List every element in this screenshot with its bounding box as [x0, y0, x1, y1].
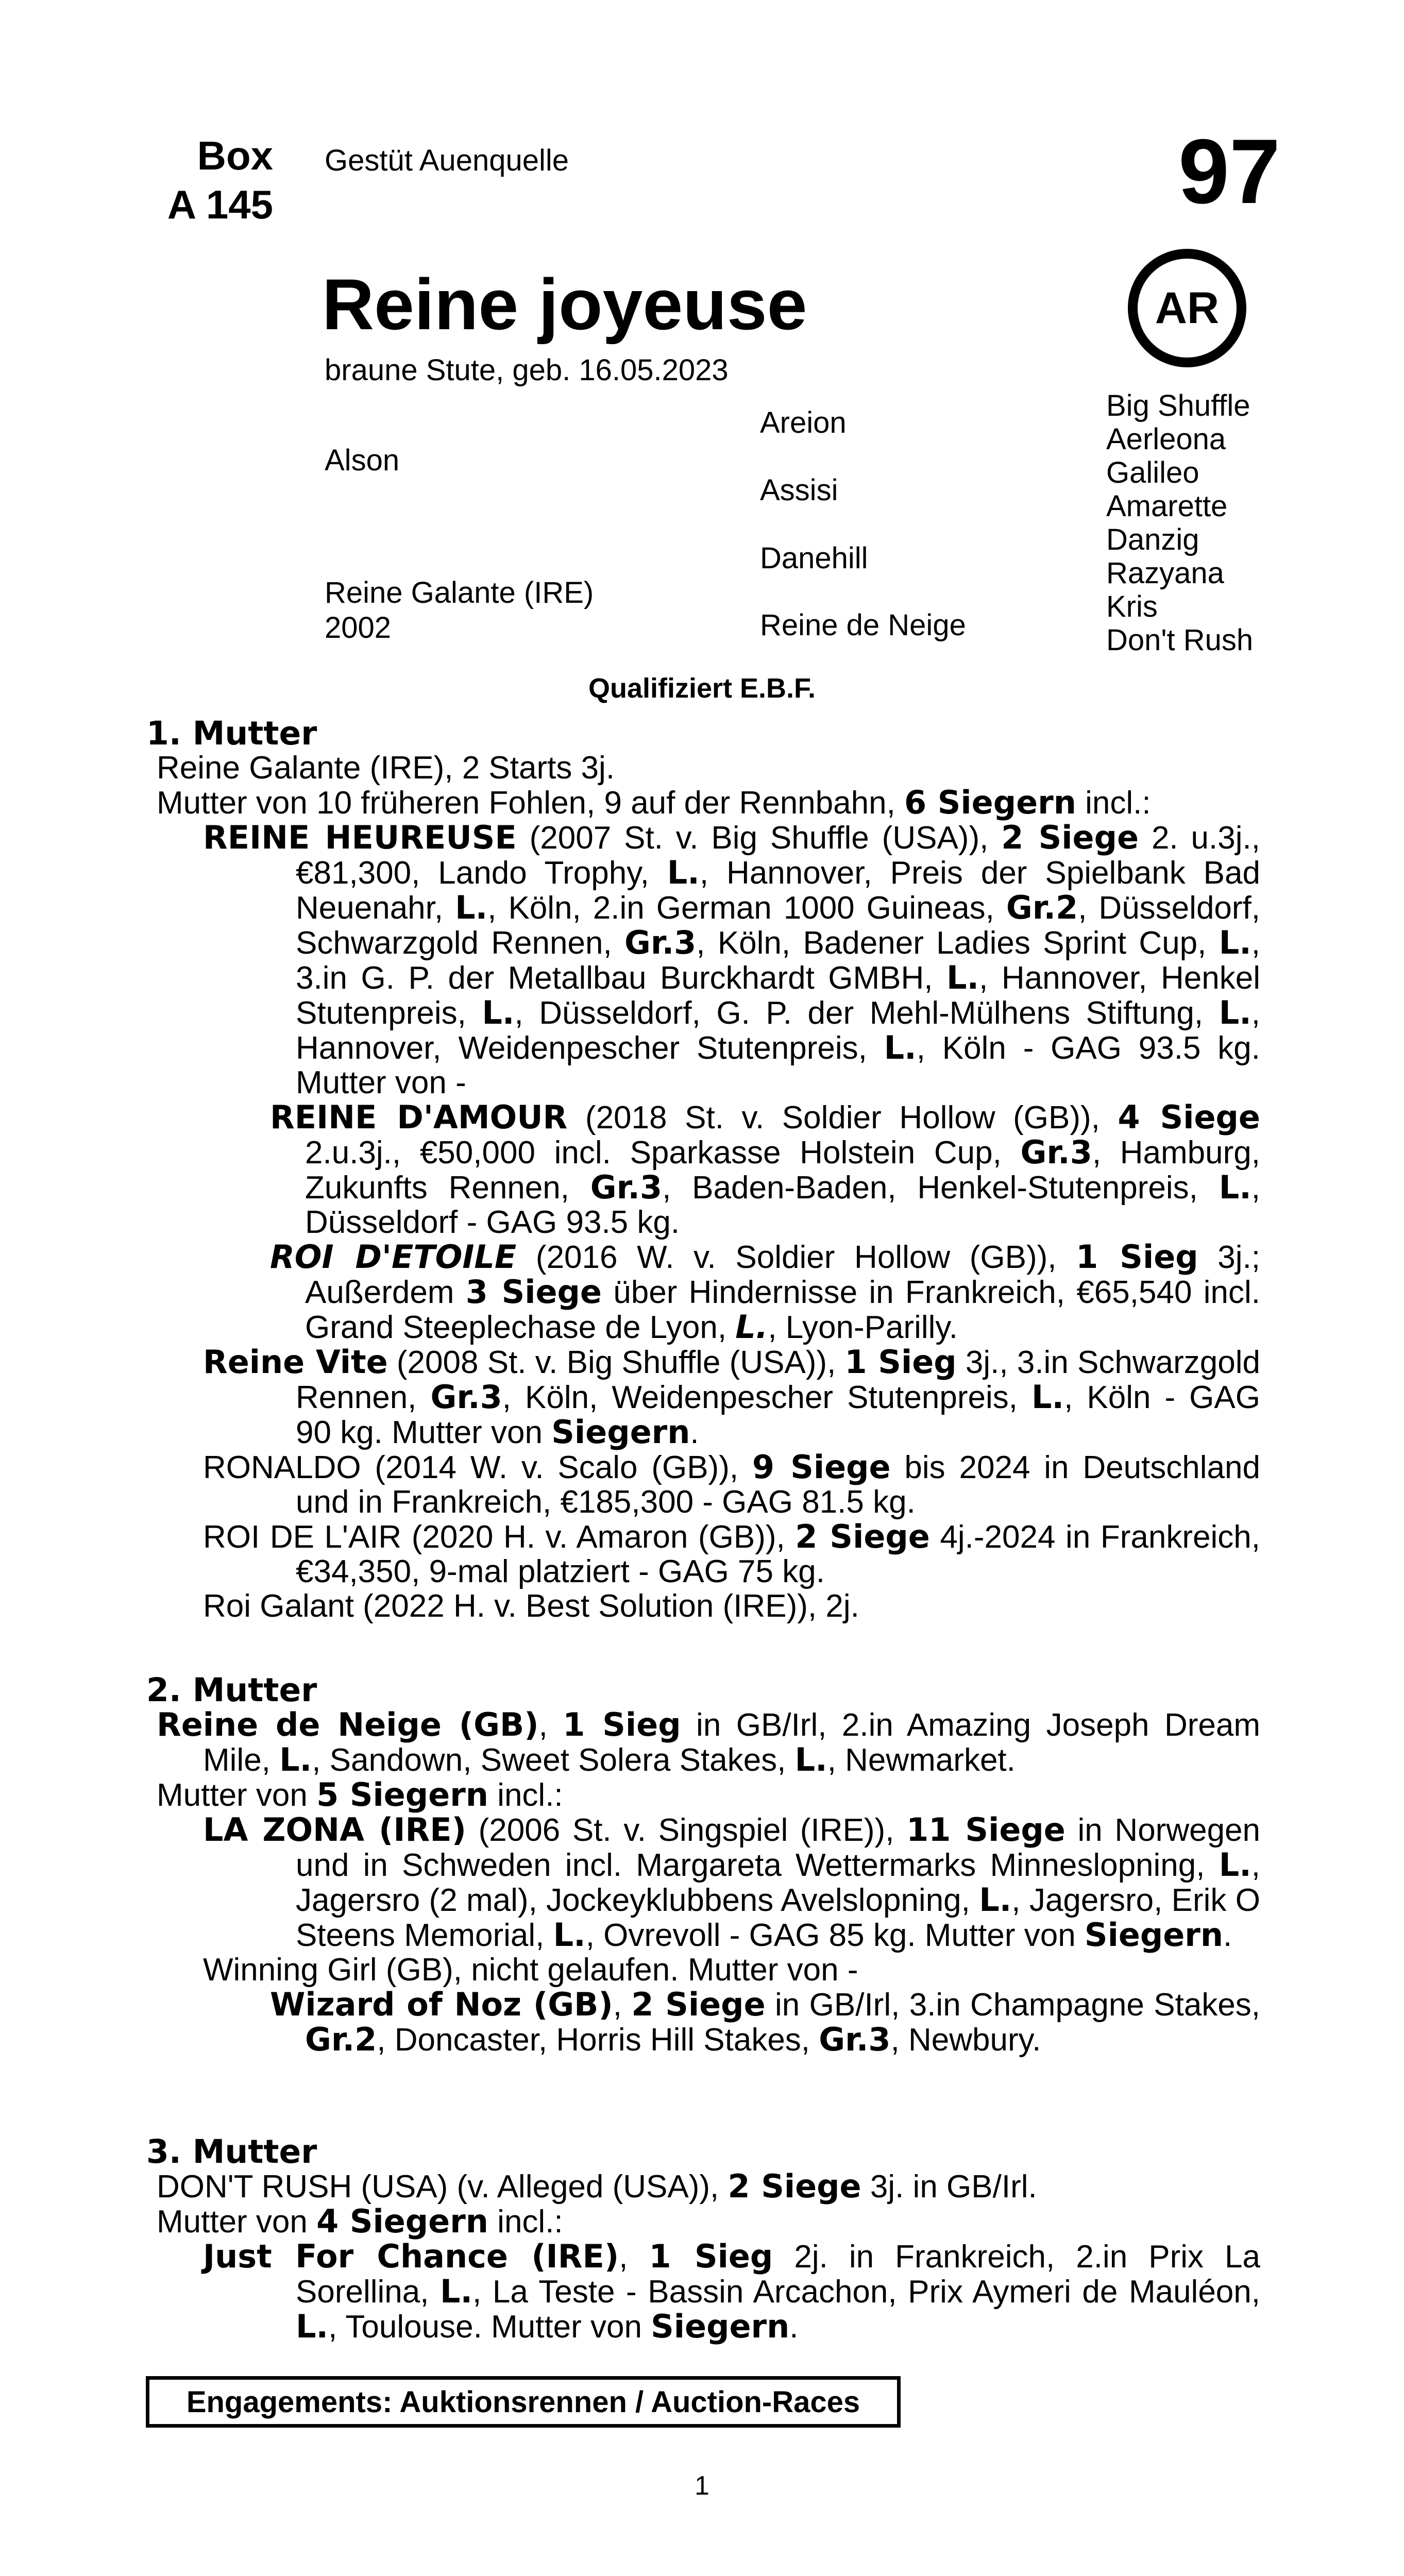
- text: Mutter von 10 früheren Fohlen, 9 auf der Rennbahn,: [157, 785, 905, 821]
- pedigree-dam-name: Reine Galante (IRE): [325, 576, 594, 609]
- pedigree-third-generation: [1106, 389, 1253, 657]
- produce-entry: Winning Girl (GB), nicht gelaufen. Mutter von -: [203, 1952, 858, 1988]
- pedigree-gen3-item: Galileo: [1106, 456, 1199, 489]
- produce-entry: Reine Vite (2008 St. v. Big Shuffle (USA)), 1 Sieg 3j., 3.in Schwarzgold Rennen, Gr.3, Köln, Weidenpescher Stutenpreis, L., Köln - GAG 90 kg. Mutter von Siegern.: [203, 1343, 1260, 1451]
- second-dam-section: [146, 1673, 1260, 2057]
- first-dam-section: [146, 716, 1260, 1623]
- produce-entry: RONALDO (2014 W. v. Scalo (GB)), 9 Siege bis 2024 in Deutschland und in Frankreich, €185,300 - GAG 81.5 kg.: [203, 1448, 1260, 1520]
- text: DON'T RUSH (USA) (v. Alleged (USA)),: [157, 2169, 728, 2205]
- box-label-line1: Box: [197, 133, 273, 178]
- pedigree-gen3-item: Razyana: [1106, 556, 1224, 590]
- text: Mutter von: [157, 2204, 317, 2240]
- box-label-line2: A 145: [167, 182, 273, 227]
- first-dam-heading: 1. Mutter: [146, 715, 317, 752]
- box-label: [124, 131, 273, 229]
- produce-entry: ROI DE L'AIR (2020 H. v. Amaron (GB)), 2 Siege 4j.-2024 in Frankreich, €34,350, 9-mal platziert - GAG 75 kg.: [203, 1518, 1260, 1589]
- winner-count: 6 Siegern: [904, 784, 1076, 821]
- third-dam-line: [146, 2169, 1260, 2204]
- pedigree-dam-sire: Danehill: [760, 541, 868, 575]
- pedigree-sire: Alson: [325, 444, 400, 477]
- first-dam-produce-line: [146, 785, 1260, 820]
- winner-count: 4 Siegern: [316, 2202, 488, 2240]
- pedigree-sire-dam: Assisi: [760, 473, 838, 507]
- page-number: 1: [695, 2471, 709, 2501]
- ar-badge: [1128, 249, 1246, 367]
- pedigree-gen3-item: Amarette: [1106, 489, 1228, 523]
- pedigree-dam-dam: Reine de Neige: [760, 608, 966, 642]
- pedigree-sire-sire: Areion: [760, 406, 847, 439]
- pedigree-gen3-item: Danzig: [1106, 523, 1199, 556]
- produce-entry: REINE D'AMOUR (2018 St. v. Soldier Hollow (GB)), 4 Siege 2.u.3j., €50,000 incl. Sparkasse Holstein Cup, Gr.3, Hamburg, Zukunfts Rennen, Gr.3, Baden-Baden, Henkel-Stutenpreis, L., Düsseldorf - GAG 93.5 kg.: [270, 1098, 1260, 1240]
- text: incl.:: [488, 1777, 563, 1813]
- third-dam-produce-line: [146, 2204, 1260, 2239]
- pedigree-dam: [325, 575, 594, 646]
- win-count: 2 Siege: [728, 2167, 861, 2205]
- pedigree-gen3-item: Aerleona: [1106, 422, 1226, 456]
- horse-name: Reine joyeuse: [322, 264, 807, 345]
- produce-entry: REINE HEUREUSE (2007 St. v. Big Shuffle (USA)), 2 Siege 2. u.3j., €81,300, Lando Trophy, L., Hannover, Preis der Spielbank Bad Neuenahr, L., Köln, 2.in German 1000 Guineas, Gr.2, Düsseldorf, Schwarzgold Rennen, Gr.3, Köln, Badener Ladies Sprint Cup, L., 3.in G. P. der Metallbau Burckhardt GMBH, L., Hannover, Henkel Stutenpreis, L., Düsseldorf, G. P. der Mehl-Mülhens Stiftung, L., Hannover, Weidenpescher Stutenpreis, L., Köln - GAG 93.5 kg. Mutter von -: [203, 819, 1261, 1100]
- pedigree-gen3-item: Big Shuffle: [1106, 389, 1250, 422]
- winner-count: 5 Siegern: [316, 1776, 488, 1814]
- engagements-box: [146, 2376, 901, 2428]
- third-dam-section: [146, 2134, 1260, 2344]
- first-dam-line: Reine Galante (IRE), 2 Starts 3j.: [157, 750, 615, 786]
- pedigree-gen3-item: Don't Rush: [1106, 623, 1254, 657]
- breeder: Gestüt Auenquelle: [325, 144, 569, 177]
- qualification: Qualifiziert E.B.F.: [588, 673, 816, 704]
- produce-entry: ROI D'ETOILE (2016 W. v. Soldier Hollow (GB)), 1 Sieg 3j.; Außerdem 3 Siege über Hindernisse in Frankreich, €65,540 incl. Grand Steeplechase de Lyon, L., Lyon-Parilly.: [270, 1238, 1261, 1346]
- ar-badge-text: AR: [1155, 283, 1220, 333]
- second-dam-heading: 2. Mutter: [146, 1671, 317, 1709]
- engagements-text: Engagements: Auktionsrennen / Auction-Races: [186, 2385, 860, 2419]
- text: Mutter von: [157, 1777, 317, 1813]
- produce-entry: Just For Chance (IRE), 1 Sieg 2j. in Frankreich, 2.in Prix La Sorellina, L., La Teste - Bassin Arcachon, Prix Aymeri de Mauléon, L., Toulouse. Mutter von Siegern.: [203, 2238, 1261, 2345]
- text: incl.:: [1076, 785, 1151, 821]
- third-dam-heading: 3. Mutter: [146, 2133, 317, 2171]
- pedigree-dam-year: 2002: [325, 611, 392, 645]
- text: 3j. in GB/Irl.: [861, 2169, 1037, 2205]
- horse-description: braune Stute, geb. 16.05.2023: [325, 353, 729, 387]
- produce-entry: LA ZONA (IRE) (2006 St. v. Singspiel (IRE)), 11 Siege in Norwegen und in Schweden incl. Margareta Wettermarks Minneslopning, L., Jagersro (2 mal), Jockeyklubbens Avelslopning, L., Jagersro, Erik O Steens Memorial, L., Ovrevoll - GAG 85 kg. Mutter von Siegern.: [203, 1811, 1261, 1954]
- produce-entry: Roi Galant (2022 H. v. Best Solution (IRE)), 2j.: [203, 1588, 859, 1624]
- second-dam-line: Reine de Neige (GB), 1 Sieg in GB/Irl, 2.in Amazing Joseph Dream Mile, L., Sandown, Sweet Solera Stakes, L., Newmarket.: [157, 1706, 1261, 1778]
- pedigree-gen3-item: Kris: [1106, 590, 1158, 623]
- second-dam-produce-line: [146, 1777, 1260, 1812]
- produce-entry: Wizard of Noz (GB), 2 Siege in GB/Irl, 3.in Champagne Stakes, Gr.2, Doncaster, Horris Hill Stakes, Gr.3, Newbury.: [270, 1986, 1261, 2058]
- lot-number: 97: [1178, 120, 1280, 223]
- text: incl.:: [488, 2204, 563, 2240]
